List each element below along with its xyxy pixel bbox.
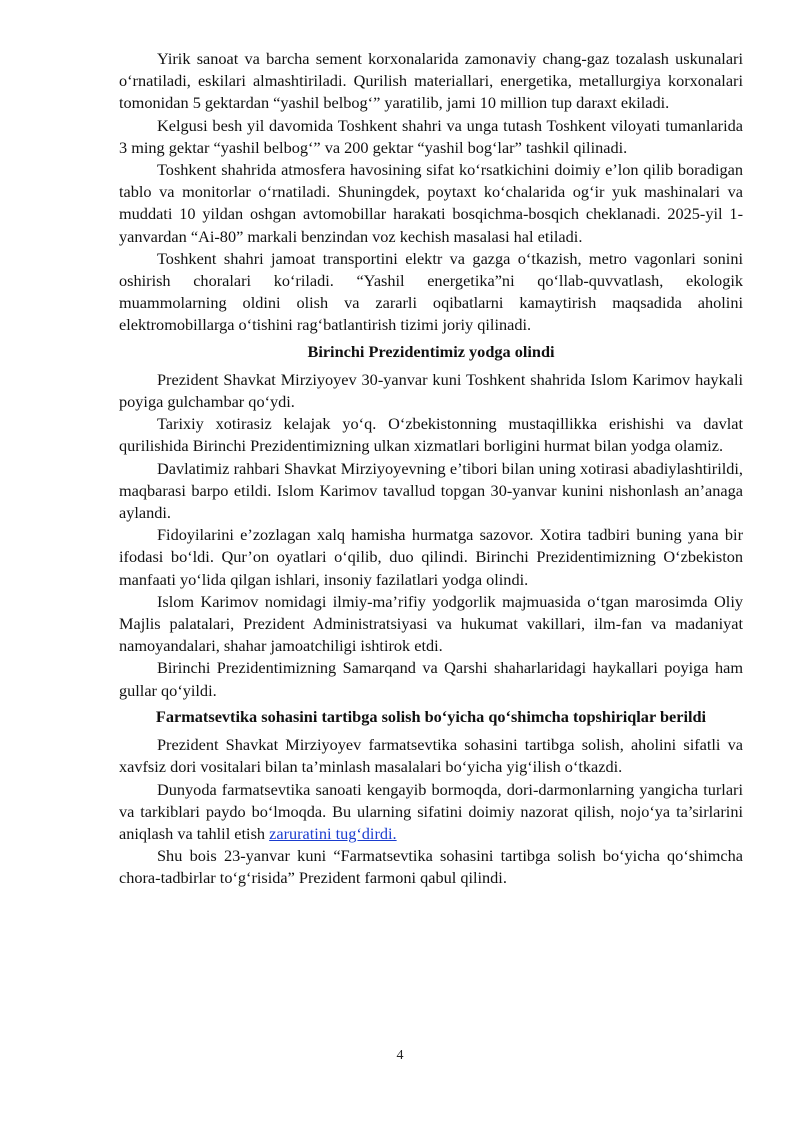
paragraph: Shu bois 23-yanvar kuni “Farmatsevtika sohasini tartibga solish boʻyicha qoʻshimcha chora-tadbirlar toʻgʻrisida” Prezident farmoni qabul qilindi. [119, 846, 743, 888]
document-body [119, 48, 743, 890]
paragraph: Prezident Shavkat Mirziyoyev farmatsevtika sohasini tartibga solish, aholini sifatli va xavfsiz dori vositalari bilan ta’minlash masalalari boʻyicha yigʻilish oʻtkazdi. [119, 735, 743, 777]
paragraph: Kelgusi besh yil davomida Toshkent shahri va unga tutash Toshkent viloyati tumanlarida 3 ming gektar “yashil belbogʻ” va 200 gektar “yashil bogʻlar” tashkil qilinadi. [119, 115, 743, 157]
paragraph-text: Dunyoda farmatsevtika sanoati kengayib bormoqda, dori-darmonlarning yangicha turlari va tarkiblari paydo boʻlmoqda. Bu ularning sifatini doimiy nazorat qilish, nojoʻya ta’sirlarini aniqlash va tahlil etish [119, 779, 743, 843]
paragraph: Toshkent shahri jamoat transportini elektr va gazga oʻtkazish, metro vagonlari sonini oshirish choralari koʻriladi. “Yashil energetika”ni qoʻllab-quvvatlash, ekologik muammolarning oldini olish va zararli oqibatlarni kamaytirish maqsadida aholini elektromobillarga oʻtishini ragʻbatlantirish tizimi joriy qilinadi. [119, 248, 743, 335]
paragraph: Birinchi Prezidentimizning Samarqand va Qarshi shaharlaridagi haykallari poyiga ham gullar qoʻyildi. [119, 658, 743, 700]
paragraph: Prezident Shavkat Mirziyoyev 30-yanvar kuni Toshkent shahrida Islom Karimov haykali poyiga gulchambar qoʻydi. [119, 369, 743, 412]
section-heading: Birinchi Prezidentimiz yodga olindi [307, 341, 555, 361]
paragraph: Davlatimiz rahbari Shavkat Mirziyoyevning e’tibori bilan uning xotirasi abadiylashtirildi, maqbarasi barpo etildi. Islom Karimov tavallud topgan 30-yanvar kunini nishonlash an’anaga aylandi. [119, 458, 743, 523]
paragraph: Fidoyilarini e’zozlagan xalq hamisha hurmatga sazovor. Xotira tadbiri buning yana bir ifodasi boʻldi. Qur’on oyatlari oʻqilib, duo qilindi. Birinchi Prezidentimizning Oʻzbekiston manfaati yoʻlida qilgan ishlari, insoniy fazilatlari yodga olindi. [119, 525, 743, 589]
text-link[interactable]: zaruratini tugʻdirdi. [269, 823, 397, 843]
paragraph: Toshkent shahrida atmosfera havosining sifat koʻrsatkichini doimiy e’lon qilib boradigan tablo va monitorlar oʻrnatiladi. Shuningdek, poytaxt koʻchalarida ogʻir yuk mashinalari va muddati 10 yildan oshgan avtomobillar harakati bosqichma-bosqich cheklanadi. 2025-yil 1-yanvardan “Ai-80” markali benzindan voz kechish masalasi hal etiladi. [119, 160, 743, 246]
paragraph: Islom Karimov nomidagi ilmiy-ma’rifiy yodgorlik majmuasida oʻtgan marosimda Oliy Majlis palatalari, Prezident Administratsiyasi va hukumat vakillari, ilm-fan va madaniyat namoyandalari, shahar jamoatchiligi ishtirok etdi. [119, 591, 743, 656]
page-number: 4 [396, 1048, 404, 1063]
section-heading: Farmatsevtika sohasini tartibga solish boʻyicha qoʻshimcha topshiriqlar berildi [155, 706, 707, 726]
paragraph: Yirik sanoat va barcha sement korxonalarida zamonaviy chang-gaz tozalash uskunalari oʻrnatiladi, eskilari almashtiriladi. Qurilish materiallari, energetika, metallurgiya korxonalari tomonidan 5 gektardan “yashil belbogʻ” yaratilib, jami 10 million tup daraxt ekiladi. [119, 49, 743, 113]
paragraph-with-link [119, 779, 743, 846]
paragraph: Tarixiy xotirasiz kelajak yoʻq. Oʻzbekistonning mustaqillikka erishishi va davlat qurilishida Birinchi Prezidentimizning ulkan xizmatlari borligini hurmat bilan yodga olamiz. [119, 414, 743, 456]
